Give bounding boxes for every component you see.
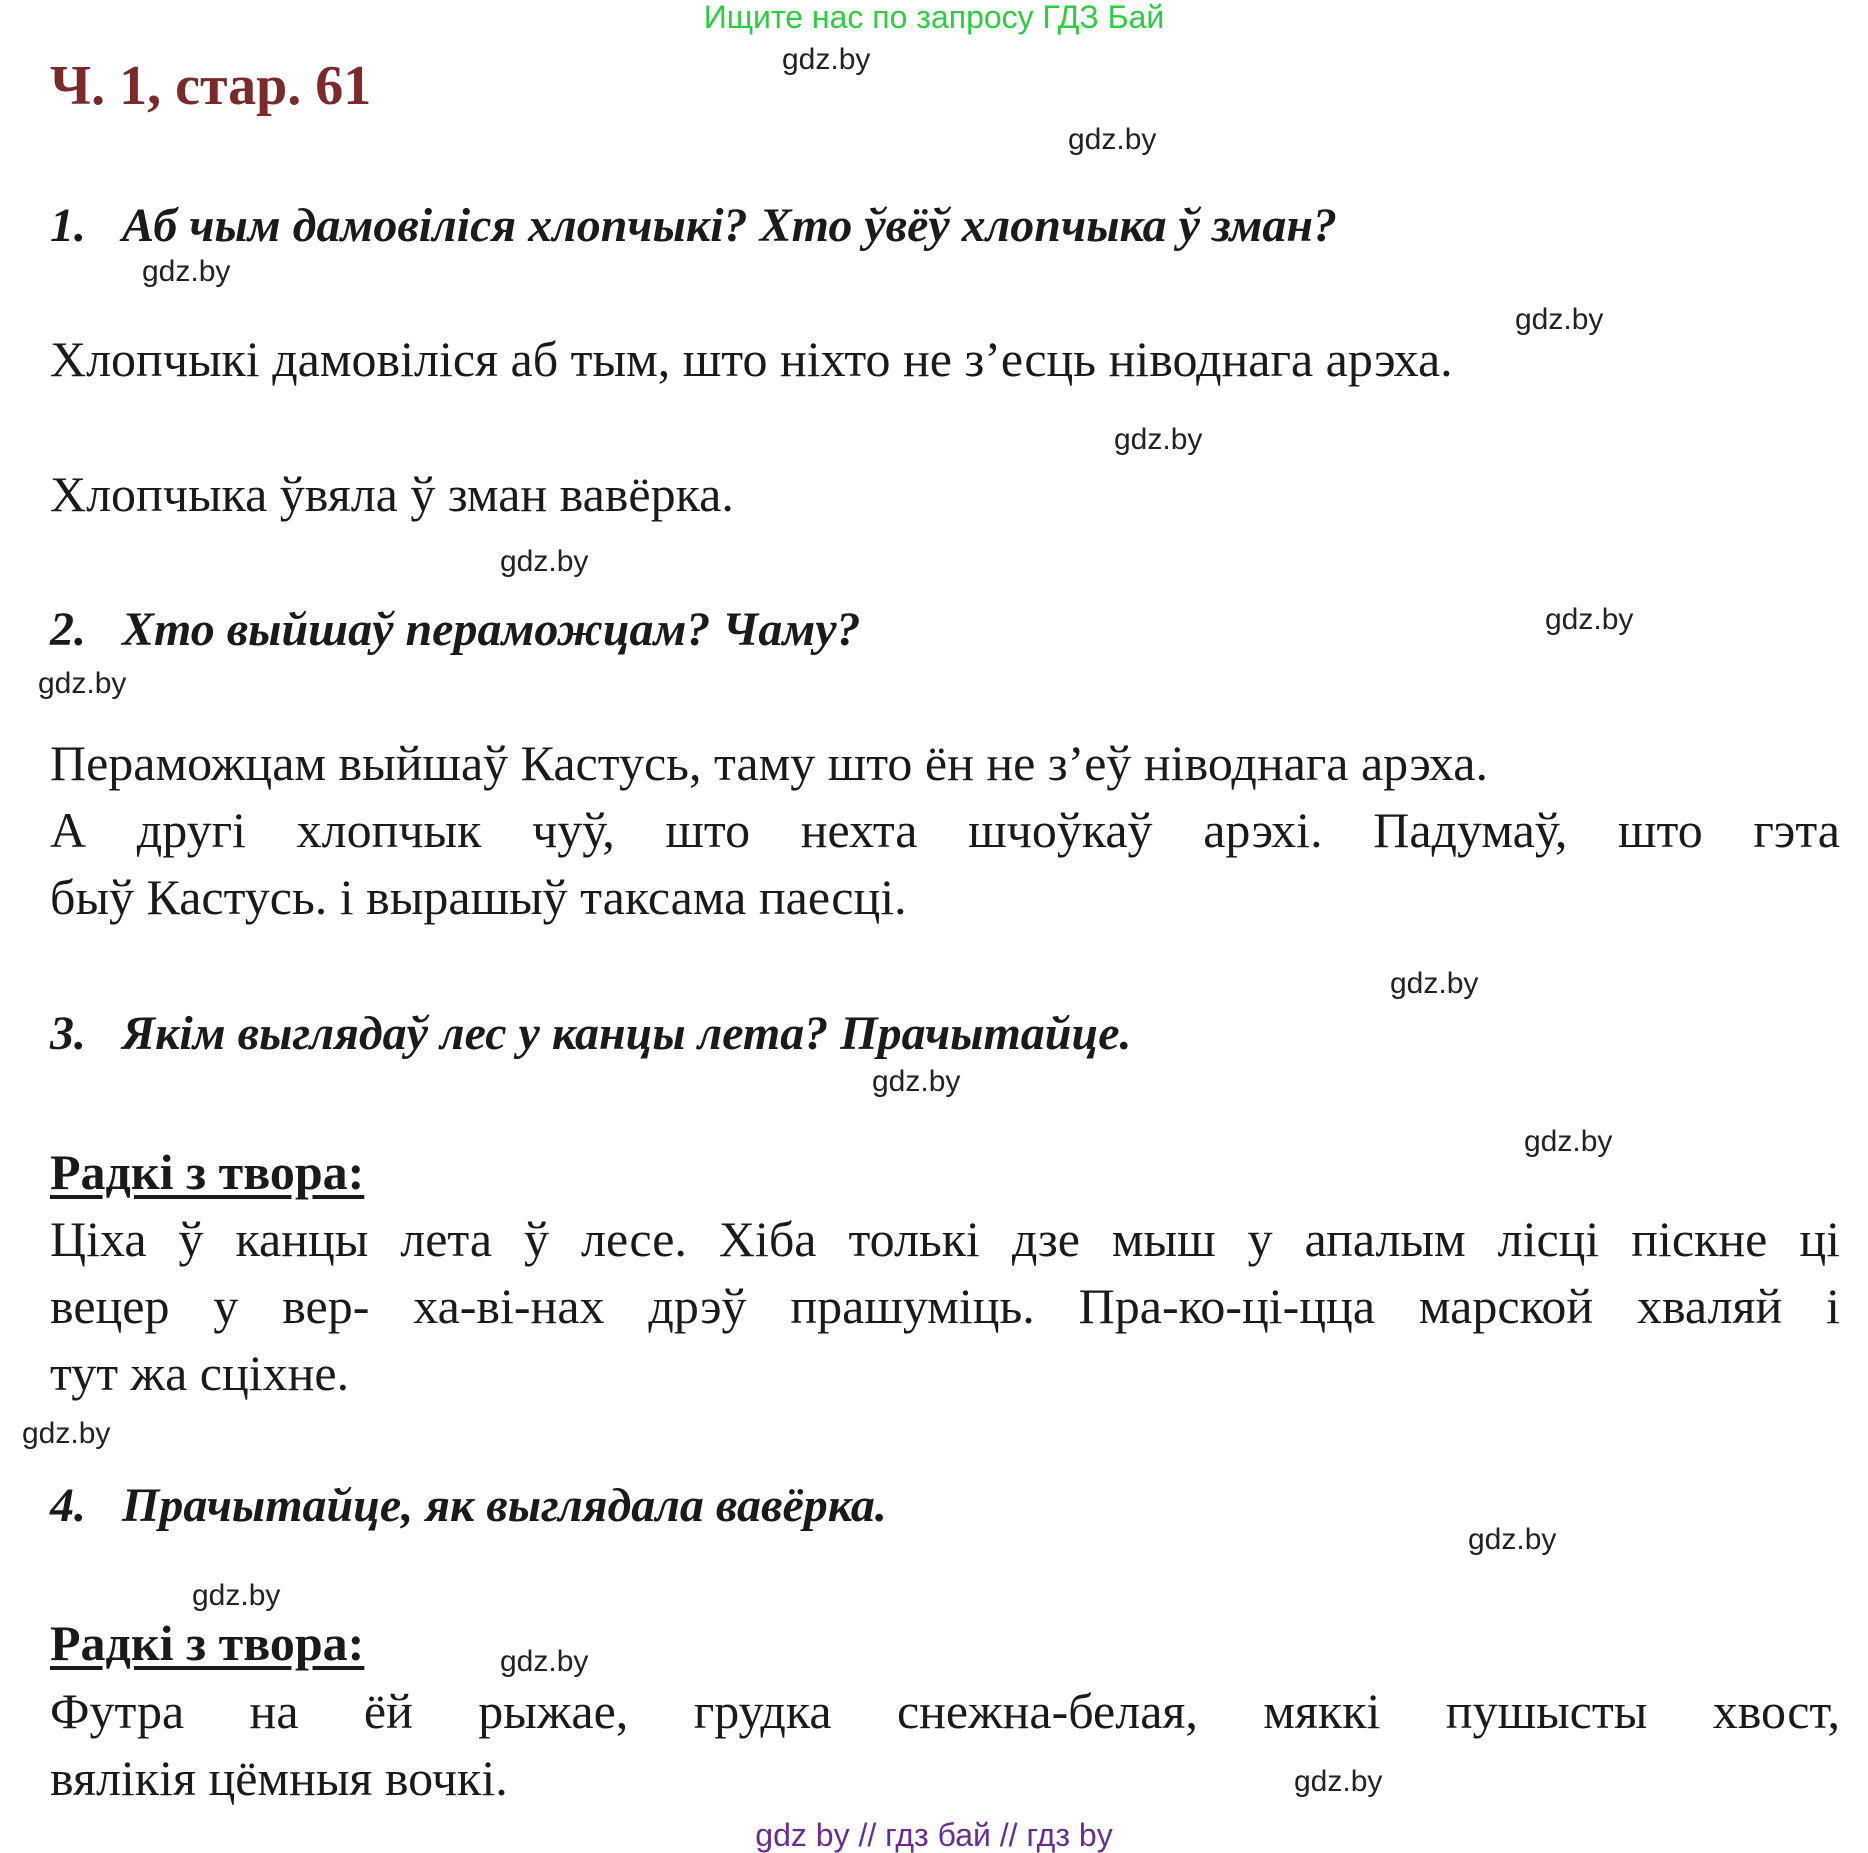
watermark: gdz.by (500, 1645, 589, 1678)
question-1-text: Аб чым дамовіліся хлопчыкі? Хто ўвёў хлопчыка ў зман? (122, 199, 1337, 252)
watermark: gdz.by (1468, 1523, 1557, 1556)
excerpt-label-4: Радкі з твора: (50, 1615, 365, 1671)
excerpt-label-3: Радкі з твора: (50, 1144, 365, 1200)
answer-4 (50, 1678, 1840, 1812)
page-title: Ч. 1, стар. 61 (50, 55, 372, 117)
answer-2-line-1: Пераможцам выйшаў Кастусь, таму што ён не з’еў ніводнага арэха. (50, 735, 1488, 791)
question-4-number: 4. (50, 1479, 86, 1532)
answer-3-line-2: вецер у вер- ха-ві-нах дрэў прашуміць. Пра-ко-ці-цца марской хваляй і (50, 1278, 1840, 1334)
watermark: gdz.by (1294, 1765, 1383, 1798)
answer-1-line-2: Хлопчыка ўвяла ў зман вавёрка. (50, 466, 734, 522)
question-4-text: Прачытайце, як выглядала вавёрка. (122, 1479, 887, 1532)
question-2-text: Хто выйшаў пераможцам? Чаму? (122, 603, 861, 656)
question-1 (50, 196, 1337, 256)
watermark: gdz.by (142, 255, 231, 288)
answer-3 (50, 1206, 1840, 1407)
watermark: gdz.by (38, 667, 127, 700)
question-3-text: Якім выглядаў лес у канцы лета? Прачытайце. (122, 1007, 1132, 1060)
footer: gdz by // гдз бай // гдз by (755, 1817, 1113, 1853)
answer-2 (50, 730, 1840, 931)
watermark: gdz.by (1114, 423, 1203, 456)
answer-3-line-3: тут жа сціхне. (50, 1345, 350, 1401)
watermark: gdz.by (1545, 603, 1634, 636)
answer-2-line-3: быў Кастусь. і вырашыў таксама паесці. (50, 869, 907, 925)
top-banner: Ищите нас по запросу ГДЗ Бай (703, 0, 1165, 35)
answer-4-line-2: вялікія цёмныя вочкі. (50, 1750, 508, 1806)
answer-3-line-1: Ціха ў канцы лета ў лесе. Хіба толькі дзе мыш у апалым лісці піскне ці (50, 1211, 1840, 1267)
question-4 (50, 1476, 887, 1536)
watermark: gdz.by (1390, 967, 1479, 1000)
watermark: gdz.by (22, 1417, 111, 1450)
watermark: gdz.by (1524, 1125, 1613, 1158)
watermark: gdz.by (872, 1065, 961, 1098)
question-2 (50, 600, 861, 660)
question-2-number: 2. (50, 603, 86, 656)
answer-2-line-2: А другі хлопчык чуў, што нехта шчоўкаў арэхі. Падумаў, што гэта (50, 802, 1840, 858)
watermark: gdz.by (782, 43, 871, 76)
question-3-number: 3. (50, 1007, 86, 1060)
watermark: gdz.by (1515, 303, 1604, 336)
answer-4-line-1: Футра на ёй рыжае, грудка снежна-белая, мяккі пушысты хвост, (50, 1683, 1840, 1739)
watermark: gdz.by (1068, 123, 1157, 156)
question-1-number: 1. (50, 199, 86, 252)
question-3 (50, 1004, 1132, 1064)
watermark: gdz.by (192, 1579, 281, 1612)
answer-1-line-1: Хлопчыкі дамовіліся аб тым, што ніхто не з’есць ніводнага арэха. (50, 331, 1453, 387)
watermark: gdz.by (500, 545, 589, 578)
